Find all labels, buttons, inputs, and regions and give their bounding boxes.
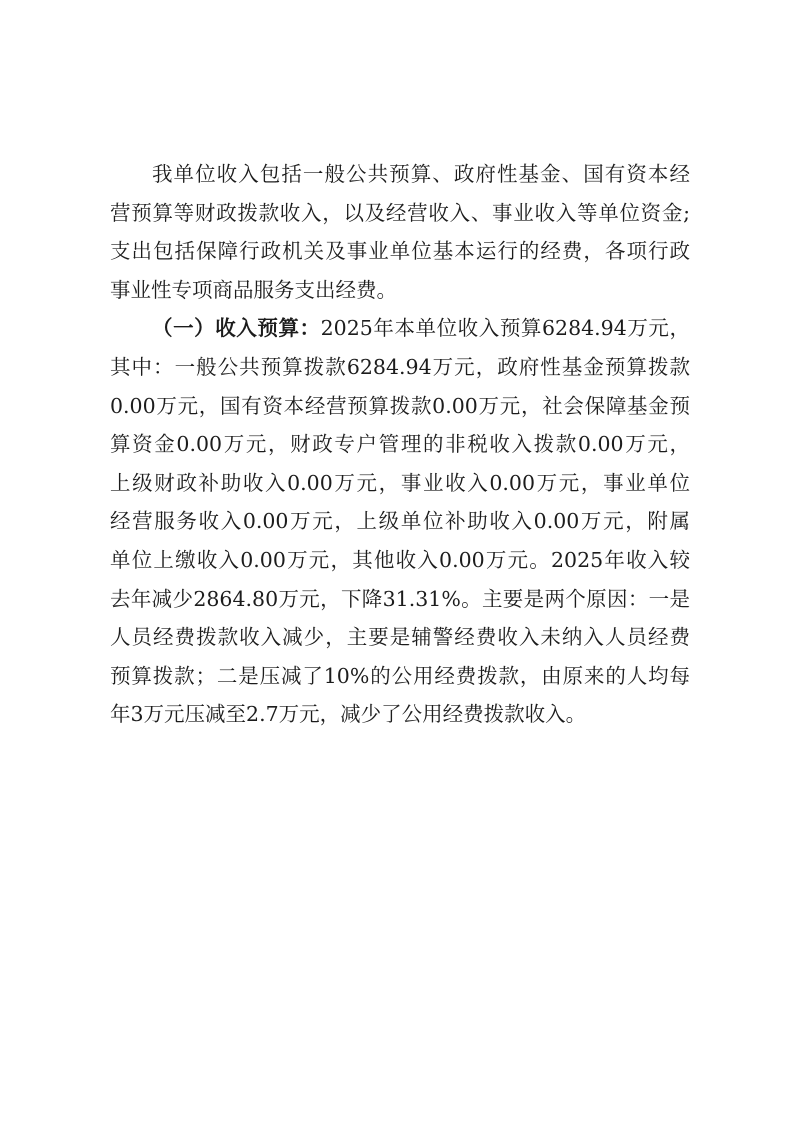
paragraph-2-line-8: 去年减少2864.80万元，下降31.31%。主要是两个原因：一是 xyxy=(110,586,690,611)
paragraph-2-line-3: 0.00万元，国有资本经营预算拨款0.00万元，社会保障基金预 xyxy=(110,393,690,418)
paragraph-2-line-11: 年3万元压减至2.7万元，减少了公用经费拨款收入。 xyxy=(110,702,587,727)
paragraph-2 xyxy=(110,309,690,734)
income-budget-heading: （一）收入预算： xyxy=(152,316,321,341)
document-body xyxy=(110,155,690,734)
paragraph-2-line-6: 经营服务收入0.00万元，上级单位补助收入0.00万元，附属 xyxy=(110,509,690,534)
paragraph-1 xyxy=(110,155,690,309)
paragraph-2-line-10: 预算拨款；二是压减了10%的公用经费拨款，由原来的人均每 xyxy=(110,663,690,688)
paragraph-2-line-7: 单位上缴收入0.00万元，其他收入0.00万元。2025年收入较 xyxy=(110,547,690,572)
paragraph-2-line-4: 算资金0.00万元，财政专户管理的非税收入拨款0.00万元， xyxy=(110,432,690,457)
paragraph-2-line-5: 上级财政补助收入0.00万元，事业收入0.00万元，事业单位 xyxy=(110,470,690,495)
paragraph-1-line-1: 我单位收入包括一般公共预算、政府性基金、国有资本经 xyxy=(152,162,690,186)
paragraph-1-line-3: 支出包括保障行政机关及事业单位基本运行的经费，各项行政 xyxy=(110,239,690,264)
paragraph-2-line-2: 其中：一般公共预算拨款6284.94万元，政府性基金预算拨款 xyxy=(110,354,690,379)
paragraph-2-line-9: 人员经费拨款收入减少，主要是辅警经费收入未纳入人员经费 xyxy=(110,625,690,650)
paragraph-1-line-2: 营预算等财政拨款收入，以及经营收入、事业收入等单位资金; xyxy=(110,200,690,225)
paragraph-2-line-1-text: 2025年本单位收入预算6284.94万元， xyxy=(320,316,690,341)
paragraph-2-line-1 xyxy=(110,309,690,348)
paragraph-1-line-4: 事业性专项商品服务支出经费。 xyxy=(110,277,397,302)
